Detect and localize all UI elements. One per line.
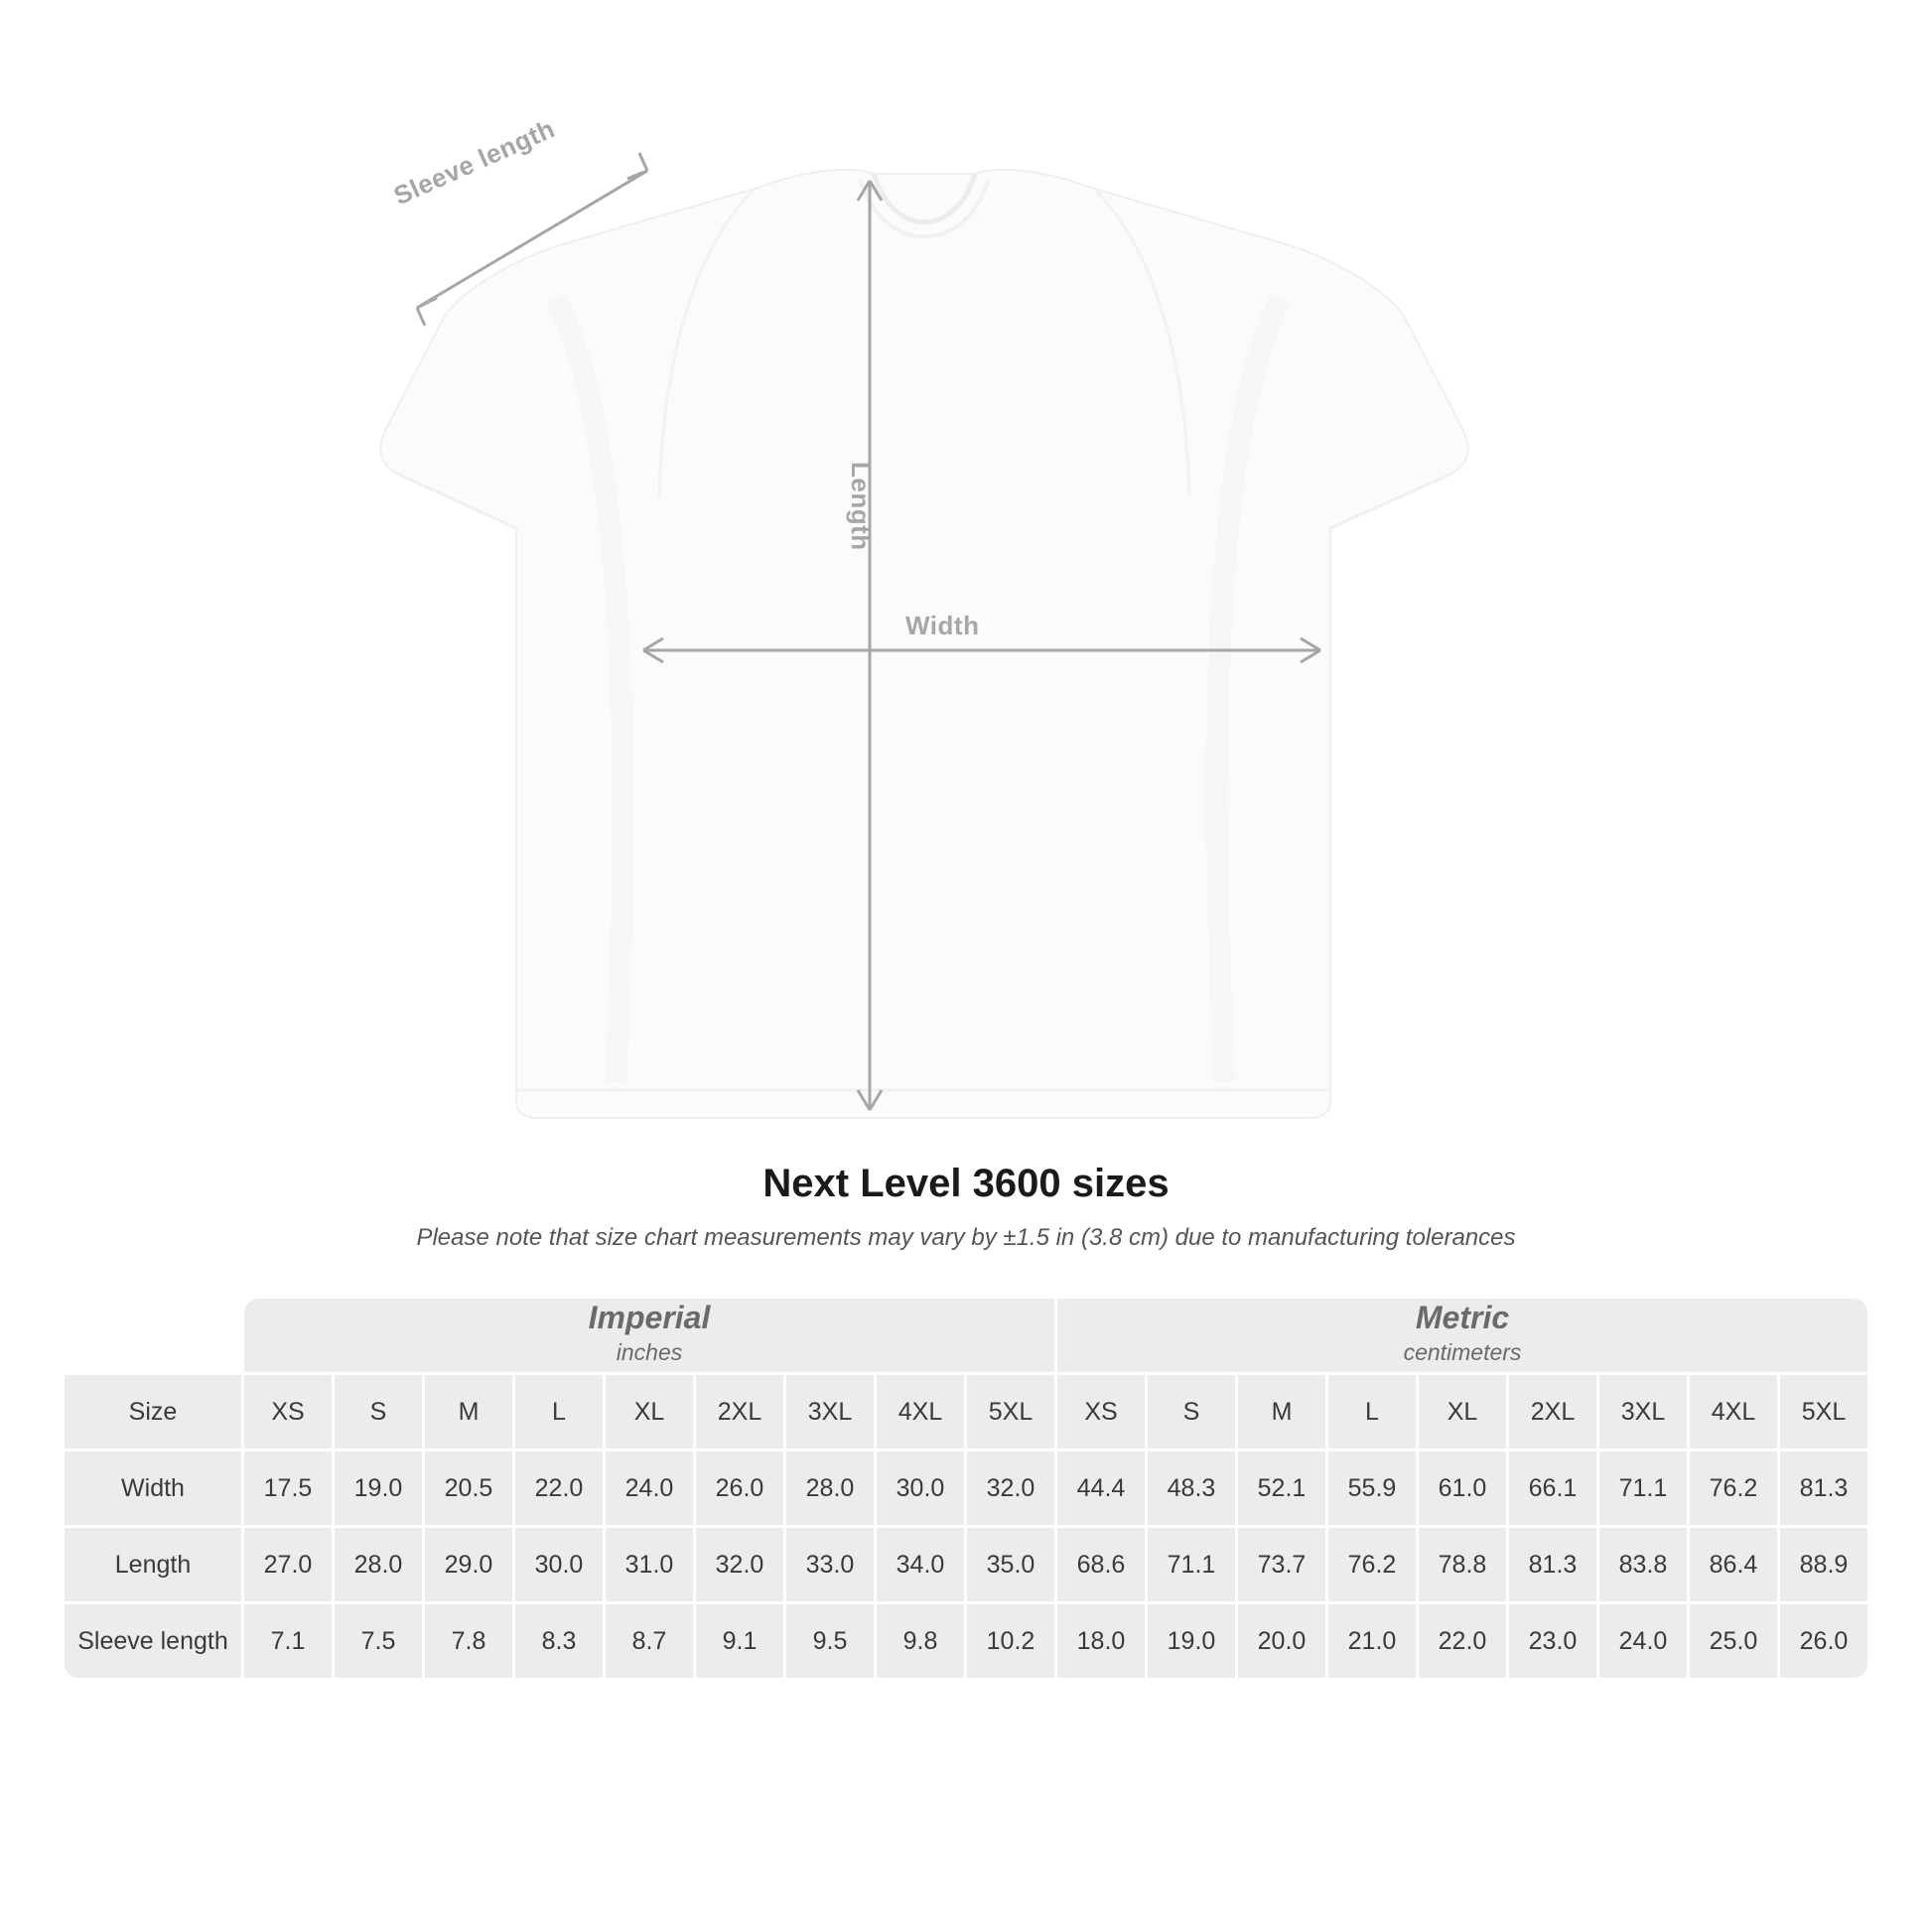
measurement-cell: 81.3 xyxy=(1509,1528,1596,1601)
measurement-cell: 71.1 xyxy=(1148,1528,1235,1601)
measurement-cell: 7.8 xyxy=(425,1604,512,1678)
measurement-cell: 19.0 xyxy=(335,1451,422,1525)
measurement-cell: 7.5 xyxy=(335,1604,422,1678)
measurement-cell: 31.0 xyxy=(606,1528,693,1601)
size-column-header: XS xyxy=(244,1375,332,1449)
size-column-header: XS xyxy=(1057,1375,1145,1449)
measurement-cell: 32.0 xyxy=(967,1451,1054,1525)
table-row xyxy=(65,1451,1867,1525)
size-column-header: S xyxy=(335,1375,422,1449)
size-row-header: Size xyxy=(65,1375,241,1449)
length-dimension-label: Length xyxy=(846,462,876,551)
measurement-cell: 35.0 xyxy=(967,1528,1054,1601)
tolerance-note: Please note that size chart measurements may vary by ±1.5 in (3.8 cm) due to manufacturing tolerances xyxy=(416,1224,1516,1251)
table-corner-cell xyxy=(65,1299,241,1372)
measurement-cell: 81.3 xyxy=(1780,1451,1867,1525)
measurement-cell: 88.9 xyxy=(1780,1528,1867,1601)
size-column-header: 2XL xyxy=(696,1375,783,1449)
sleeve-length-dimension-label: Sleeve length xyxy=(389,113,560,211)
size-column-header: XL xyxy=(606,1375,693,1449)
measurement-cell: 78.8 xyxy=(1419,1528,1506,1601)
measurement-cell: 24.0 xyxy=(1599,1604,1687,1678)
size-column-header: XL xyxy=(1419,1375,1506,1449)
measurement-cell: 30.0 xyxy=(515,1528,603,1601)
measurement-cell: 28.0 xyxy=(786,1451,874,1525)
measurement-cell: 73.7 xyxy=(1238,1528,1325,1601)
measurement-cell: 8.7 xyxy=(606,1604,693,1678)
size-column-header: 4XL xyxy=(877,1375,964,1449)
size-column-header: 5XL xyxy=(967,1375,1054,1449)
size-header-row xyxy=(65,1375,1867,1449)
measurement-row-label: Sleeve length xyxy=(65,1604,241,1678)
measurement-cell: 52.1 xyxy=(1238,1451,1325,1525)
size-column-header: 4XL xyxy=(1690,1375,1777,1449)
measurement-cell: 48.3 xyxy=(1148,1451,1235,1525)
size-table-wrapper xyxy=(62,1296,1870,1681)
measurement-cell: 29.0 xyxy=(425,1528,512,1601)
measurement-cell: 33.0 xyxy=(786,1528,874,1601)
size-table-body xyxy=(65,1451,1867,1678)
metric-group-header xyxy=(1057,1299,1867,1372)
measurement-cell: 20.0 xyxy=(1238,1604,1325,1678)
size-column-header: L xyxy=(515,1375,603,1449)
measurement-cell: 83.8 xyxy=(1599,1528,1687,1601)
measurement-cell: 9.1 xyxy=(696,1604,783,1678)
measurement-cell: 26.0 xyxy=(696,1451,783,1525)
tshirt-graphic xyxy=(380,170,1468,1118)
measurement-cell: 22.0 xyxy=(515,1451,603,1525)
measurement-cell: 8.3 xyxy=(515,1604,603,1678)
measurement-cell: 32.0 xyxy=(696,1528,783,1601)
measurement-row-label: Length xyxy=(65,1528,241,1601)
size-column-header: M xyxy=(425,1375,512,1449)
size-column-header: 3XL xyxy=(1599,1375,1687,1449)
measurement-cell: 66.1 xyxy=(1509,1451,1596,1525)
measurement-cell: 68.6 xyxy=(1057,1528,1145,1601)
measurement-cell: 26.0 xyxy=(1780,1604,1867,1678)
measurement-cell: 7.1 xyxy=(244,1604,332,1678)
size-column-header: S xyxy=(1148,1375,1235,1449)
measurement-cell: 10.2 xyxy=(967,1604,1054,1678)
measurement-cell: 24.0 xyxy=(606,1451,693,1525)
imperial-group-header xyxy=(244,1299,1054,1372)
measurement-cell: 28.0 xyxy=(335,1528,422,1601)
size-column-header: 2XL xyxy=(1509,1375,1596,1449)
table-row xyxy=(65,1528,1867,1601)
measurement-cell: 44.4 xyxy=(1057,1451,1145,1525)
imperial-sublabel: inches xyxy=(616,1339,683,1366)
size-column-header: 3XL xyxy=(786,1375,874,1449)
measurement-cell: 27.0 xyxy=(244,1528,332,1601)
measurement-cell: 22.0 xyxy=(1419,1604,1506,1678)
measurement-cell: 18.0 xyxy=(1057,1604,1145,1678)
measurement-cell: 9.5 xyxy=(786,1604,874,1678)
table-row xyxy=(65,1604,1867,1678)
measurement-cell: 30.0 xyxy=(877,1451,964,1525)
measurement-row-label: Width xyxy=(65,1451,241,1525)
width-dimension-label: Width xyxy=(905,611,980,640)
measurement-cell: 61.0 xyxy=(1419,1451,1506,1525)
measurement-cell: 21.0 xyxy=(1328,1604,1416,1678)
measurement-cell: 76.2 xyxy=(1328,1528,1416,1601)
size-column-header: L xyxy=(1328,1375,1416,1449)
measurement-cell: 17.5 xyxy=(244,1451,332,1525)
measurement-cell: 20.5 xyxy=(425,1451,512,1525)
measurement-cell: 19.0 xyxy=(1148,1604,1235,1678)
size-chart-table xyxy=(62,1296,1870,1681)
page-title: Next Level 3600 sizes xyxy=(762,1162,1170,1205)
measurement-cell: 9.8 xyxy=(877,1604,964,1678)
measurement-cell: 55.9 xyxy=(1328,1451,1416,1525)
imperial-label: Imperial xyxy=(588,1300,711,1336)
metric-sublabel: centimeters xyxy=(1403,1339,1522,1366)
chart-title-block xyxy=(0,1162,1932,1252)
measurement-cell: 23.0 xyxy=(1509,1604,1596,1678)
measurement-cell: 76.2 xyxy=(1690,1451,1777,1525)
measurement-cell: 86.4 xyxy=(1690,1528,1777,1601)
size-column-header: M xyxy=(1238,1375,1325,1449)
size-column-header: 5XL xyxy=(1780,1375,1867,1449)
measurement-cell: 71.1 xyxy=(1599,1451,1687,1525)
measurement-cell: 34.0 xyxy=(877,1528,964,1601)
unit-group-header-row xyxy=(65,1299,1867,1372)
metric-label: Metric xyxy=(1415,1300,1510,1336)
measurement-cell: 25.0 xyxy=(1690,1604,1777,1678)
